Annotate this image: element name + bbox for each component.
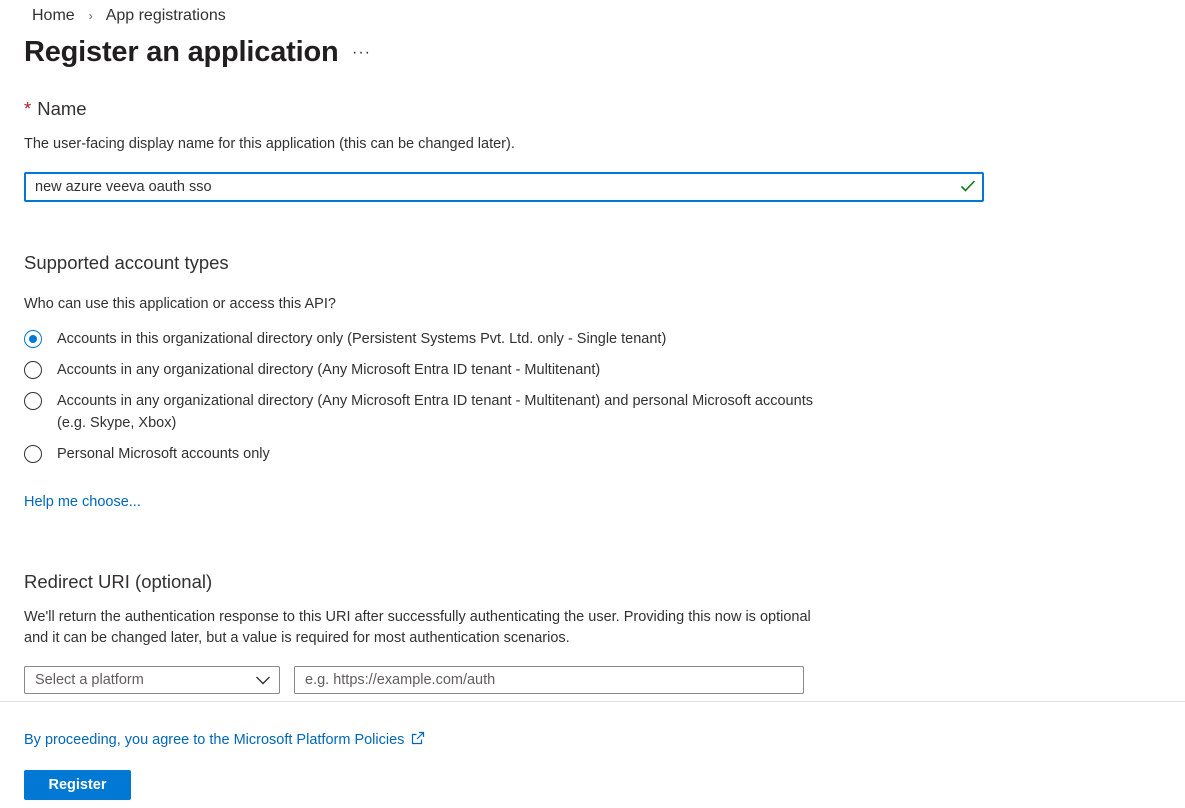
name-input-container (24, 172, 984, 202)
platform-select[interactable] (24, 666, 280, 694)
radio-multitenant[interactable] (24, 361, 600, 381)
name-input[interactable] (26, 174, 935, 200)
footer-divider (0, 701, 1185, 702)
radio-button[interactable] (24, 392, 42, 410)
required-marker: * (24, 98, 32, 119)
account-types-heading: Supported account types (24, 252, 229, 273)
breadcrumb-app-registrations-link[interactable]: App registrations (105, 7, 226, 24)
page-title: Register an application (24, 36, 339, 68)
account-types-question: Who can use this application or access this API? (24, 296, 336, 312)
policy-row (24, 728, 426, 751)
register-button[interactable]: Register (24, 770, 131, 800)
help-me-choose-link[interactable]: Help me choose... (24, 494, 141, 510)
breadcrumb-home-link[interactable]: Home (32, 7, 75, 24)
name-label (24, 98, 87, 120)
breadcrumb (32, 7, 226, 25)
radio-label: Accounts in this organizational directory only (Persistent Systems Pvt. Ltd. only - Single tenant) (57, 331, 667, 347)
redirect-uri-description: We'll return the authentication response to this URI after successfully authenticating the user. Providing this now is optional and it can be changed later, but a value is required for most authentication scenarios. (24, 609, 811, 646)
name-description: The user-facing display name for this application (this can be changed later). (24, 136, 515, 152)
radio-single-tenant[interactable] (24, 330, 666, 350)
radio-label: Accounts in any organizational directory (Any Microsoft Entra ID tenant - Multitenant) (57, 362, 601, 378)
platform-policies-link[interactable]: By proceeding, you agree to the Microsoft Platform Policies (24, 731, 405, 748)
platform-select-text: Select a platform (35, 672, 144, 688)
more-options-icon[interactable]: ··· (352, 44, 371, 61)
chevron-down-icon (255, 673, 271, 692)
radio-button[interactable] (24, 445, 42, 463)
radio-button[interactable] (24, 361, 42, 379)
checkmark-icon (960, 179, 976, 198)
redirect-uri-input[interactable] (294, 666, 804, 694)
radio-personal-only[interactable] (24, 445, 270, 465)
breadcrumb-chevron-icon: › (88, 9, 93, 23)
radio-multitenant-personal[interactable] (24, 392, 824, 434)
name-label-text: Name (37, 98, 87, 119)
radio-label: Personal Microsoft accounts only (57, 446, 270, 462)
radio-label: Accounts in any organizational directory (Any Microsoft Entra ID tenant - Multitenant) and personal Microsoft accounts (e.g. Skype, Xbox) (57, 393, 813, 431)
redirect-uri-heading: Redirect URI (optional) (24, 571, 213, 592)
radio-button-checked[interactable] (24, 330, 42, 348)
external-link-icon[interactable] (410, 730, 426, 751)
